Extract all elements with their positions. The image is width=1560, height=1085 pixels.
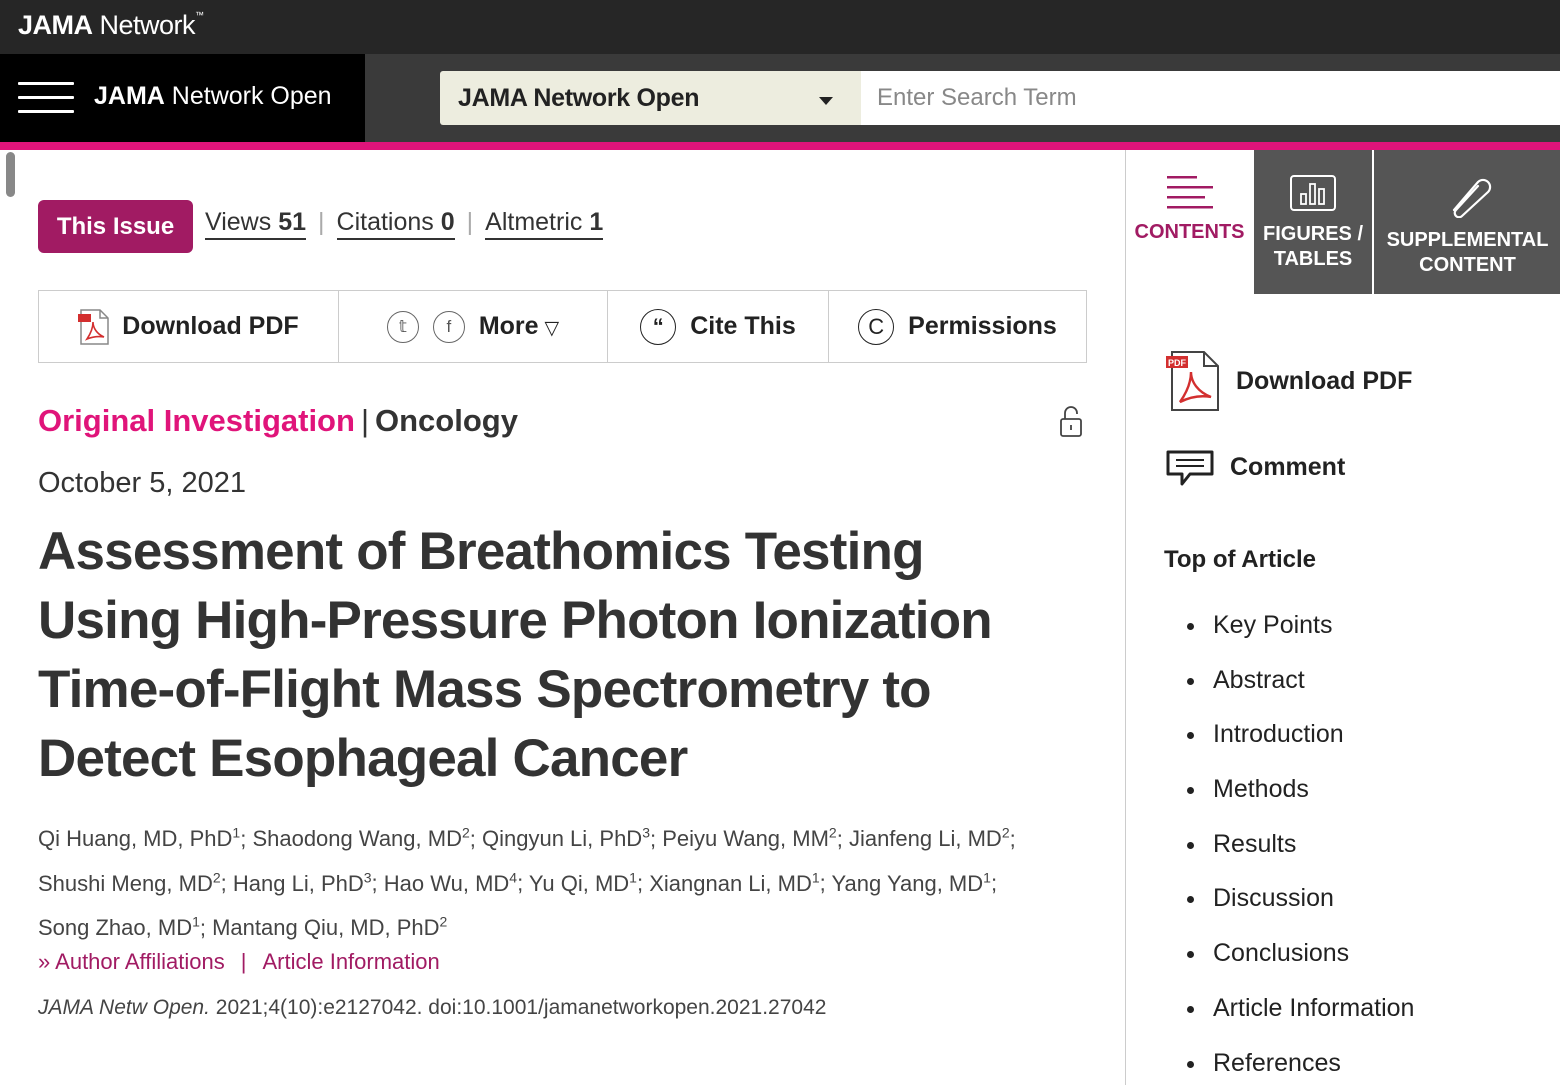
accent-divider — [0, 142, 1560, 150]
subject-link[interactable]: Oncology — [375, 403, 518, 438]
sidebar-comment[interactable]: Comment — [1164, 446, 1345, 488]
search-input[interactable] — [861, 71, 1560, 125]
author-affiliations-link[interactable]: Author Affiliations — [55, 949, 225, 974]
twitter-icon[interactable]: 𝕥 — [387, 311, 419, 343]
copyright-icon: C — [858, 309, 894, 345]
comment-icon — [1164, 446, 1216, 488]
author-link[interactable]: Xiangnan Li, $MD^1$ — [649, 869, 820, 896]
article-information-link[interactable]: Article Information — [262, 949, 440, 974]
toc-item[interactable]: Results — [1213, 817, 1414, 872]
toc-item[interactable]: Methods — [1213, 762, 1414, 817]
sidebar-tabs — [1126, 150, 1560, 294]
article-toolbar — [38, 290, 1087, 363]
tab-contents[interactable]: CONTENTS — [1126, 150, 1253, 294]
tab-figures-tables[interactable]: FIGURES / TABLES — [1254, 150, 1372, 294]
toc-heading[interactable]: Top of Article — [1164, 546, 1316, 573]
caret-down-icon — [819, 97, 833, 105]
author-link[interactable]: Shushi Meng, $MD^2$ — [38, 869, 221, 896]
table-of-contents — [1213, 598, 1414, 1085]
author-link[interactable]: Jianfeng Li, $MD^2$ — [848, 825, 1010, 852]
toc-item[interactable]: Introduction — [1213, 707, 1414, 762]
altmetric-link[interactable]: Altmetric 1 — [485, 208, 603, 240]
author-link[interactable]: Qi Huang, MD, PhD$^1$ — [38, 825, 241, 852]
network-bar — [0, 0, 1560, 54]
this-issue-button[interactable]: This Issue — [38, 200, 193, 253]
publication-date: October 5, 2021 — [38, 467, 246, 499]
citations-link[interactable]: Citations 0 — [337, 208, 455, 240]
author-link[interactable]: Yang Yang, $MD^1$ — [831, 869, 991, 896]
brand-block — [0, 54, 365, 142]
sidebar-download-pdf[interactable]: PDF Download PDF — [1164, 350, 1412, 412]
share-more-cell — [339, 291, 608, 362]
author-link[interactable]: Hang Li, PhD$^3$ — [232, 869, 372, 896]
download-pdf-button[interactable]: Download PDF — [39, 291, 339, 362]
citation-line: JAMA Netw Open. 2021;4(10):e2127042. doi:10.1001/jamanetworkopen.2021.27042 — [38, 996, 827, 1019]
author-list: Qi Huang, MD, PhD$^1$; Shaodong Wang, $MD^2$; Qingyun Li, PhD$^3$; Peiyu Wang, $MM^2$; Jianfeng Li, $MD^2$; Shushi Meng, $MD^2$; Hang Li, PhD$^3$; Hao Wu, $MD^4$; Yu Qi, $MD^1$; Xiangnan Li, $MD^1$; Yang Yang, $MD^1$; Song Zhao, $MD^1$; Mantang Qiu, MD, PhD$^2$ — [38, 825, 1016, 940]
journal-brand[interactable]: JAMA Network Open — [94, 82, 332, 110]
permissions-button[interactable]: C Permissions — [829, 291, 1086, 362]
views-link[interactable]: Views 51 — [205, 208, 306, 240]
unlock-icon — [1059, 403, 1083, 439]
cite-this-button[interactable]: “ Cite This — [608, 291, 829, 362]
category-link[interactable]: Original Investigation — [38, 403, 355, 438]
journal-select[interactable] — [440, 71, 861, 125]
contents-icon — [1167, 174, 1213, 210]
author-link[interactable]: Qingyun Li, PhD$^3$ — [482, 825, 650, 852]
scrollbar-thumb[interactable] — [6, 152, 15, 197]
right-sidebar — [1125, 150, 1560, 1085]
tab-supplemental-content[interactable]: SUPPLEMENTAL CONTENT — [1374, 150, 1560, 294]
toc-item[interactable]: References — [1213, 1036, 1414, 1085]
article-metrics: Views 51 | Citations 0 | Altmetric 1 — [205, 208, 603, 240]
journal-bar — [0, 54, 1560, 142]
facebook-icon[interactable]: f — [433, 311, 465, 343]
bar-chart-icon — [1289, 174, 1337, 212]
author-link[interactable]: Peiyu Wang, $MM^2$ — [662, 825, 837, 852]
hamburger-icon[interactable] — [18, 82, 74, 118]
author-link[interactable]: Shaodong Wang, $MD^2$ — [252, 825, 470, 852]
quote-icon: “ — [640, 309, 676, 345]
paperclip-icon — [1444, 174, 1492, 218]
author-link[interactable]: Mantang Qiu, MD, PhD$^2$ — [212, 913, 448, 940]
article-info-links: » Author Affiliations | Article Information — [38, 949, 440, 974]
more-button[interactable]: More ▽ — [478, 312, 560, 340]
article-category: Original Investigation | Oncology — [38, 403, 518, 438]
pdf-icon — [78, 309, 110, 345]
article-title: Assessment of Breathomics Testing Using High-Pressure Photon Ionization Time-of-Flight Mass Spectrometry to Detect Esophageal Cancer — [38, 522, 992, 788]
triangle-down-icon: ▽ — [544, 318, 560, 339]
toc-item[interactable]: Article Information — [1213, 981, 1414, 1036]
svg-text:PDF: PDF — [1168, 358, 1186, 368]
toc-item[interactable]: Conclusions — [1213, 926, 1414, 981]
chevron-right-icon: » — [38, 949, 51, 974]
toc-item[interactable]: Key Points — [1213, 598, 1414, 653]
jama-network-logo[interactable]: JAMA Network™ — [18, 10, 204, 40]
author-link[interactable]: Yu Qi, $MD^1$ — [528, 869, 637, 896]
author-link[interactable]: Hao Wu, $MD^4$ — [383, 869, 518, 896]
journal-select-value: JAMA Network Open — [458, 84, 700, 112]
toc-item[interactable]: Discussion — [1213, 871, 1414, 926]
pdf-icon — [1164, 350, 1226, 412]
toc-item[interactable]: Abstract — [1213, 653, 1414, 708]
author-link[interactable]: Song Zhao, $MD^1$ — [38, 913, 200, 940]
